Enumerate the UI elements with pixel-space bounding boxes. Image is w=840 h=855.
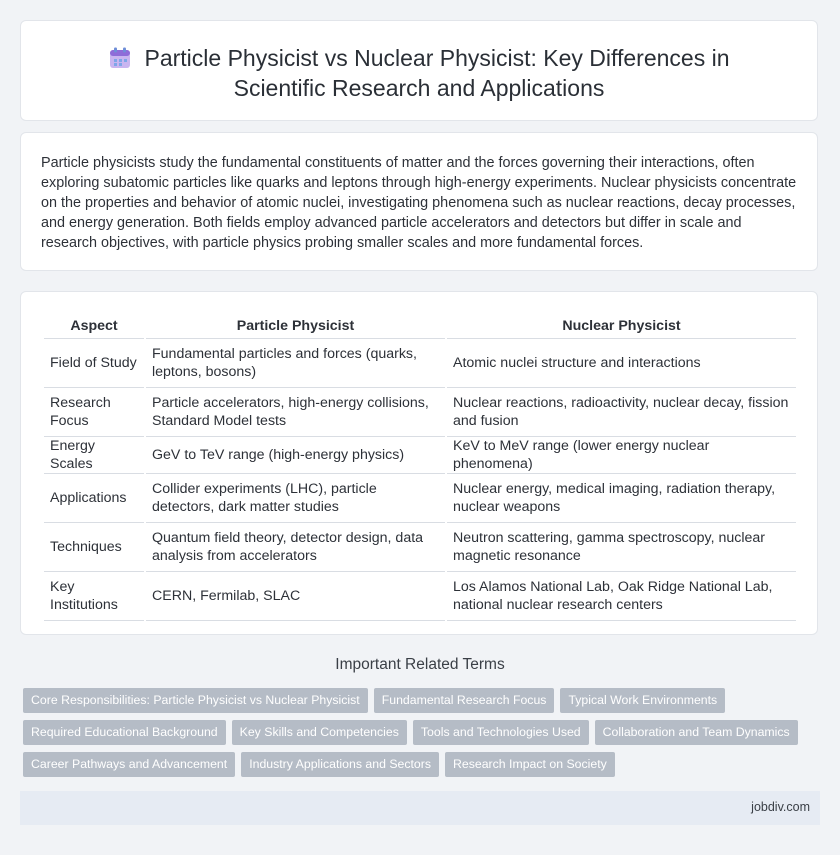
intro-card: [20, 132, 818, 271]
row-nuclear: Nuclear energy, medical imaging, radiation therapy, nuclear weapons: [447, 474, 796, 523]
row-aspect: Key Institutions: [44, 572, 144, 621]
row-nuclear: KeV to MeV range (lower energy nuclear phenomena): [447, 437, 796, 474]
related-term-tag[interactable]: Tools and Technologies Used: [413, 720, 589, 745]
row-particle: Quantum field theory, detector design, data analysis from accelerators: [146, 523, 445, 572]
related-term-tag[interactable]: Industry Applications and Sectors: [241, 752, 439, 777]
header-aspect: Aspect: [44, 314, 144, 339]
row-aspect: Research Focus: [44, 388, 144, 437]
table-header-row: [44, 314, 796, 339]
table-row: [44, 523, 796, 572]
related-terms-list: [23, 688, 823, 784]
related-term-tag[interactable]: Key Skills and Competencies: [232, 720, 407, 745]
row-aspect: Techniques: [44, 523, 144, 572]
table-row: [44, 572, 796, 621]
comparison-table-card: [20, 291, 818, 635]
row-aspect: Applications: [44, 474, 144, 523]
row-particle: Particle accelerators, high-energy collisions, Standard Model tests: [146, 388, 445, 437]
table-row: [44, 388, 796, 437]
row-nuclear: Atomic nuclei structure and interactions: [447, 339, 796, 388]
title-card: [20, 20, 818, 121]
related-term-tag[interactable]: Typical Work Environments: [560, 688, 725, 713]
related-term-tag[interactable]: Core Responsibilities: Particle Physicist vs Nuclear Physicist: [23, 688, 368, 713]
page-title-text: Particle Physicist vs Nuclear Physicist: Key Differences in Scientific Research and Applications: [144, 45, 730, 101]
footer-site-link[interactable]: jobdiv.com: [751, 800, 810, 814]
related-term-tag[interactable]: Career Pathways and Advancement: [23, 752, 235, 777]
comparison-table: [42, 314, 798, 621]
table-row: [44, 339, 796, 388]
row-aspect: Field of Study: [44, 339, 144, 388]
related-term-tag[interactable]: Research Impact on Society: [445, 752, 615, 777]
row-nuclear: Los Alamos National Lab, Oak Ridge National Lab, national nuclear research centers: [447, 572, 796, 621]
header-particle-physicist: Particle Physicist: [146, 314, 445, 339]
row-nuclear: Nuclear reactions, radioactivity, nuclear decay, fission and fusion: [447, 388, 796, 437]
row-particle: Fundamental particles and forces (quarks, leptons, bosons): [146, 339, 445, 388]
row-nuclear: Neutron scattering, gamma spectroscopy, nuclear magnetic resonance: [447, 523, 796, 572]
table-row: [44, 437, 796, 474]
table-row: [44, 474, 796, 523]
related-terms-heading: Important Related Terms: [335, 656, 505, 673]
calendar-icon: [109, 47, 131, 69]
header-nuclear-physicist: Nuclear Physicist: [447, 314, 796, 339]
intro-paragraph: Particle physicists study the fundamental constituents of matter and the forces governing their interactions, often exploring subatomic particles like quarks and leptons through high-energy experiments. Nuclear physicists concentrate on the properties and behavior of atomic nuclei, investigating phenomena such as nuclear reactions, decay processes, and energy generation. Both fields employ advanced particle accelerators and detectors but differ in scale and research objectives, with particle physics probing smaller scales and more fundamental forces.: [41, 155, 797, 251]
row-particle: CERN, Fermilab, SLAC: [146, 572, 445, 621]
row-particle: Collider experiments (LHC), particle detectors, dark matter studies: [146, 474, 445, 523]
row-particle: GeV to TeV range (high-energy physics): [146, 437, 445, 474]
related-term-tag[interactable]: Required Educational Background: [23, 720, 226, 745]
row-aspect: Energy Scales: [44, 437, 144, 474]
page-title: [61, 43, 777, 103]
related-term-tag[interactable]: Fundamental Research Focus: [374, 688, 555, 713]
related-term-tag[interactable]: Collaboration and Team Dynamics: [595, 720, 798, 745]
footer: [20, 791, 820, 825]
